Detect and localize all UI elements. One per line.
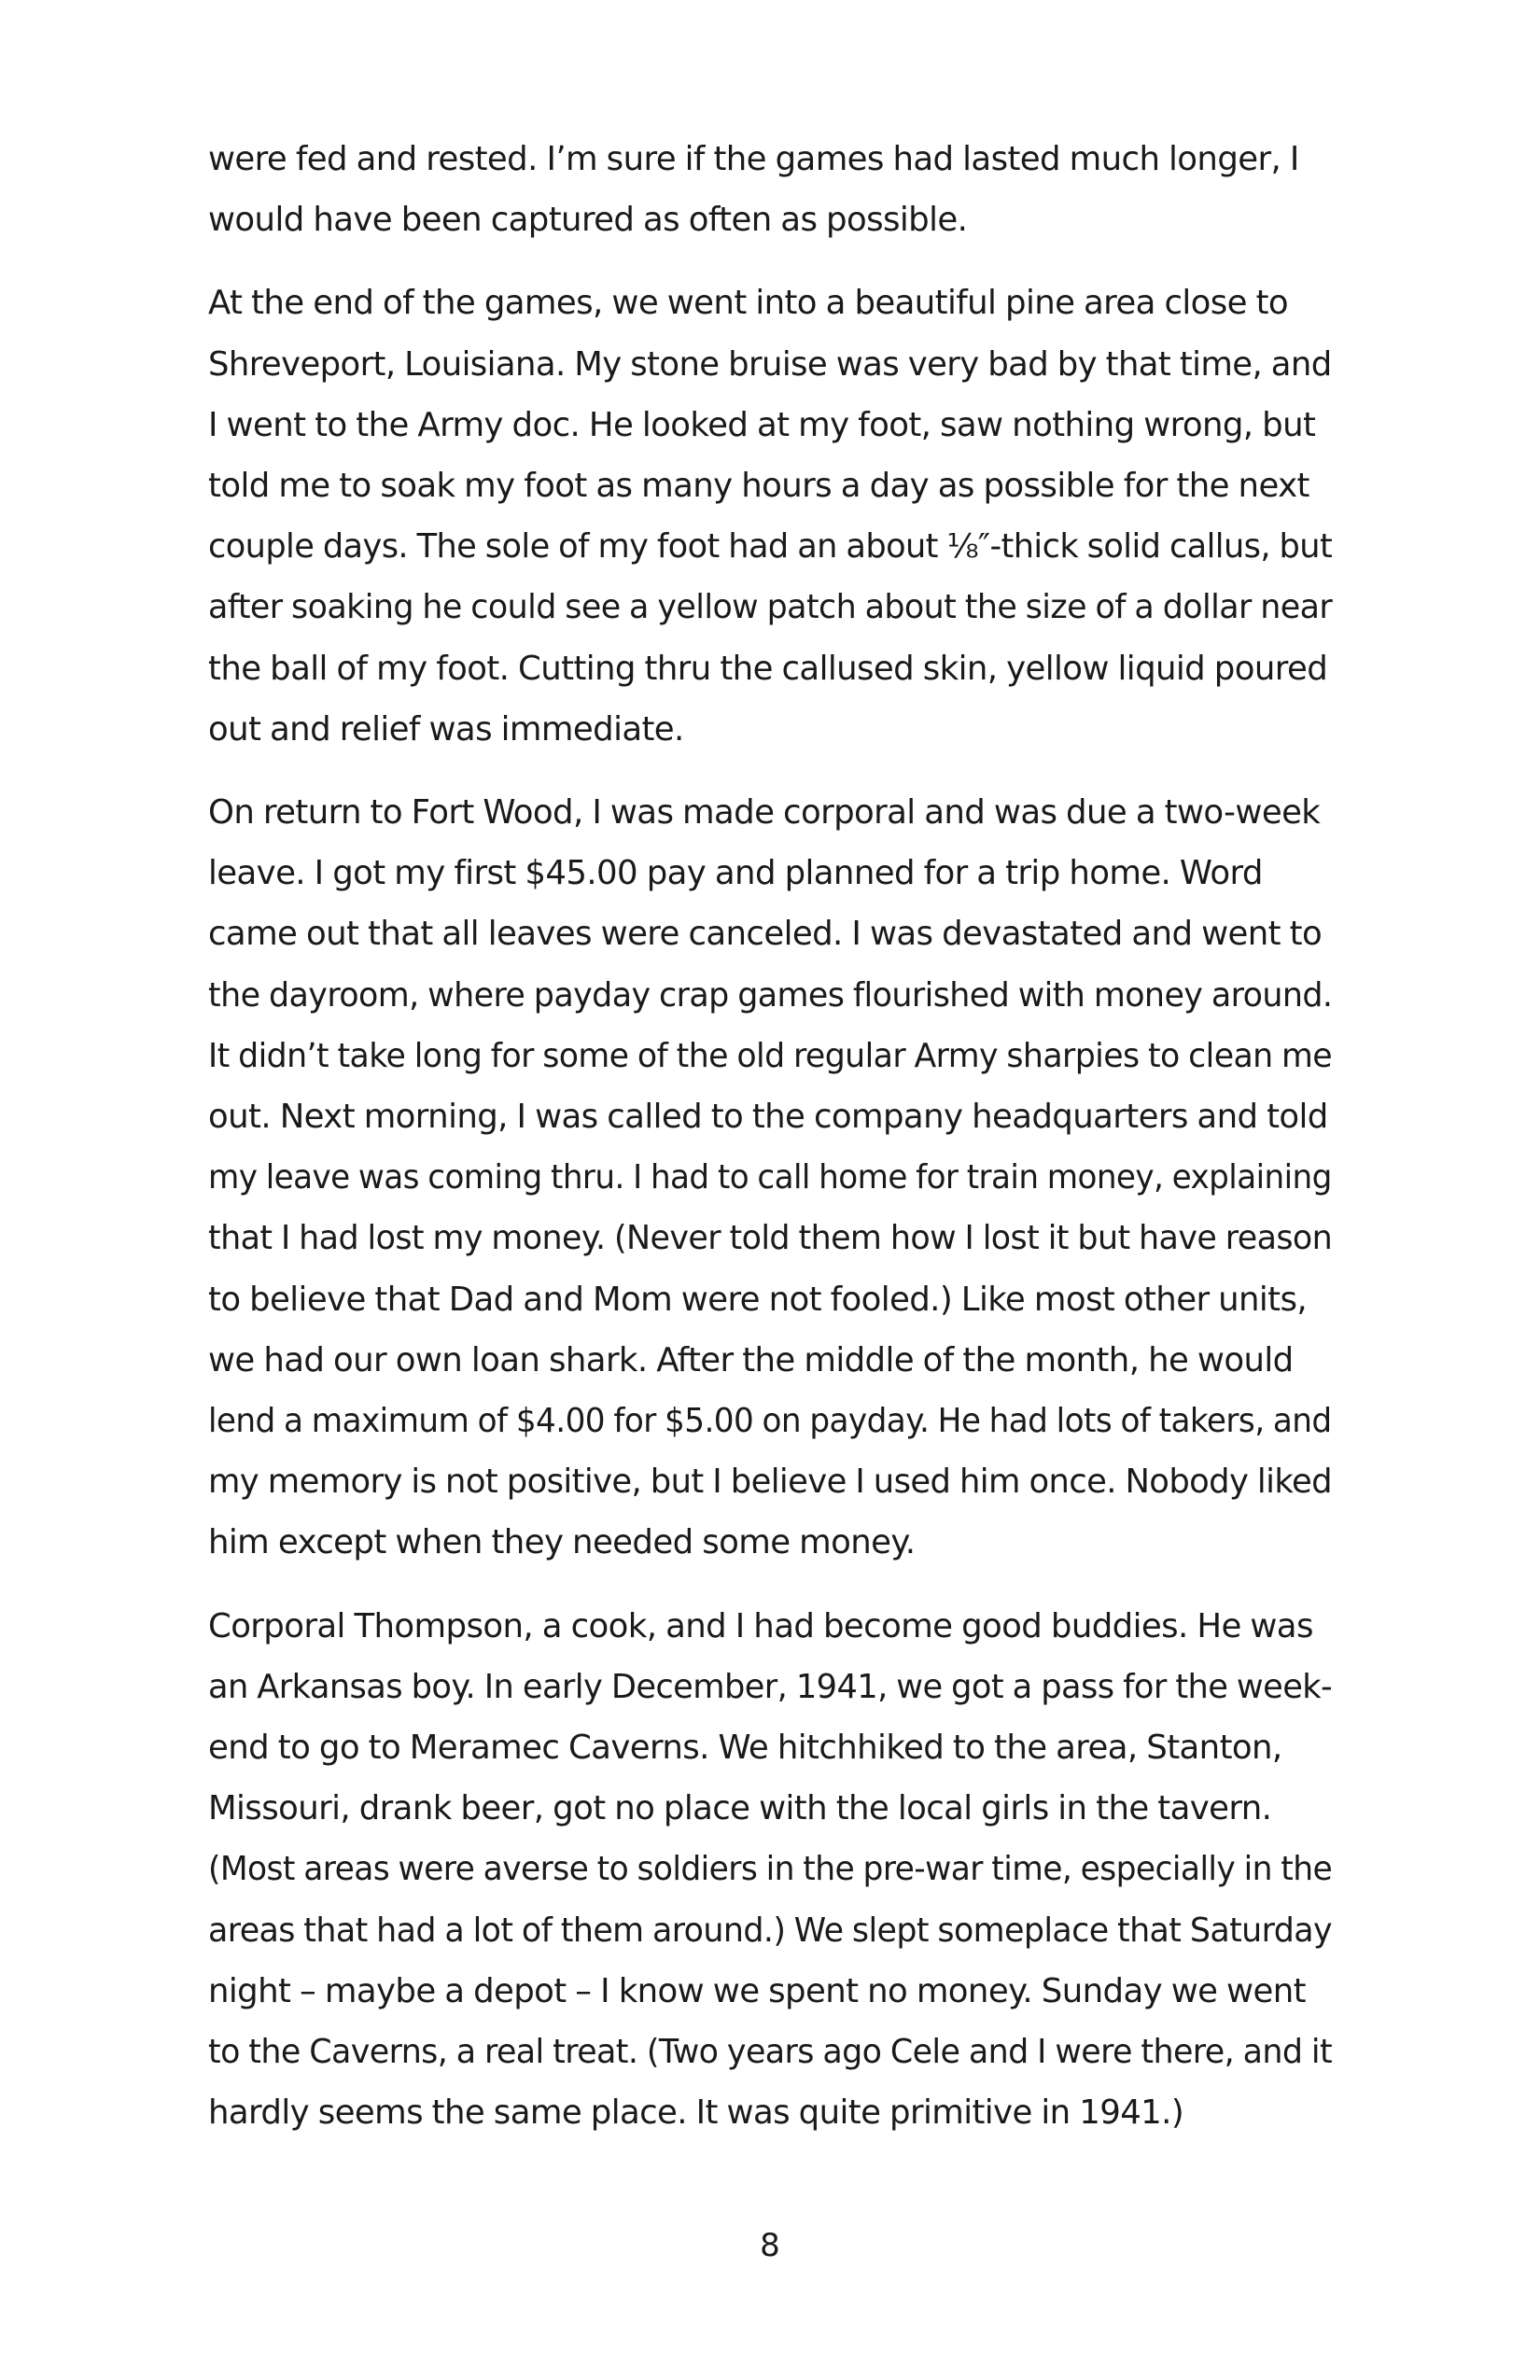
- paragraph-2: [208, 273, 1332, 760]
- text-line: out and relief was immediate.: [208, 709, 684, 749]
- text-line: my leave was coming thru. I had to call home for train money, explaining: [208, 1158, 1332, 1197]
- text-line: were fed and rested. I’m sure if the games had lasted much longer, I: [208, 140, 1299, 178]
- text-line: Corporal Thompson, a cook, and I had become good buddies. He was: [208, 1606, 1313, 1645]
- text-line: end to go to Meramec Caverns. We hitchhiked to the area, Stanton,: [208, 1729, 1282, 1768]
- text-line: the ball of my foot. Cutting thru the callused skin, yellow liquid poured: [208, 649, 1328, 688]
- paragraph-1: [208, 129, 1332, 250]
- text-line: an Arkansas boy. In early December, 1941, we got a pass for the week-: [208, 1667, 1333, 1706]
- text-line: lend a maximum of $4.00 for $5.00 on payday. He had lots of takers, and: [208, 1402, 1332, 1441]
- text-line: came out that all leaves were canceled. I was devastated and went to: [208, 915, 1323, 954]
- text-line: the dayroom, where payday crap games flourished with money around.: [208, 975, 1333, 1015]
- text-line: (Most areas were averse to soldiers in the pre-war time, especially in the: [208, 1850, 1333, 1889]
- paragraph-4: [208, 1596, 1332, 2144]
- paragraph-3: [208, 782, 1332, 1574]
- text-line: to the Caverns, a real treat. (Two years ago Cele and I were there, and it: [208, 2033, 1333, 2072]
- text-line: Missouri, drank beer, got no place with the local girls in the tavern.: [208, 1789, 1272, 1828]
- text-line: out. Next morning, I was called to the company headquarters and told: [208, 1098, 1328, 1137]
- body-text: [208, 129, 1332, 2166]
- text-line: hardly seems the same place. It was quite primitive in 1941.): [208, 2093, 1184, 2133]
- text-line: night – maybe a depot – I know we spent no money. Sunday we went: [208, 1971, 1306, 2010]
- page-number: 8: [760, 2227, 780, 2264]
- text-line: to believe that Dad and Mom were not fooled.) Like most other units,: [208, 1280, 1308, 1319]
- text-line: that I had lost my money. (Never told them how I lost it but have reason: [208, 1219, 1333, 1258]
- text-line: leave. I got my first $45.00 pay and planned for a trip home. Word: [208, 854, 1263, 893]
- text-line: him except when they needed some money.: [208, 1523, 916, 1562]
- text-line: would have been captured as often as possible.: [208, 201, 968, 240]
- text-line: couple days. The sole of my foot had an about ⅛″-thick solid callus, but: [208, 527, 1333, 567]
- text-line: my memory is not positive, but I believe I used him once. Nobody liked: [208, 1463, 1332, 1502]
- text-line: areas that had a lot of them around.) We slept someplace that Saturday: [208, 1911, 1333, 1950]
- text-line: after soaking he could see a yellow patch about the size of a dollar near: [208, 588, 1333, 627]
- text-line: I went to the Army doc. He looked at my foot, saw nothing wrong, but: [208, 405, 1316, 444]
- text-line: told me to soak my foot as many hours a day as possible for the next: [208, 467, 1309, 506]
- text-line: On return to Fort Wood, I was made corporal and was due a two-week: [208, 793, 1321, 833]
- text-line: Shreveport, Louisiana. My stone bruise was very bad by that time, and: [208, 344, 1332, 384]
- text-line: At the end of the games, we went into a beautiful pine area close to: [208, 284, 1289, 323]
- text-line: It didn’t take long for some of the old regular Army sharpies to clean me: [208, 1036, 1333, 1075]
- text-line: we had our own loan shark. After the middle of the month, he would: [208, 1340, 1294, 1379]
